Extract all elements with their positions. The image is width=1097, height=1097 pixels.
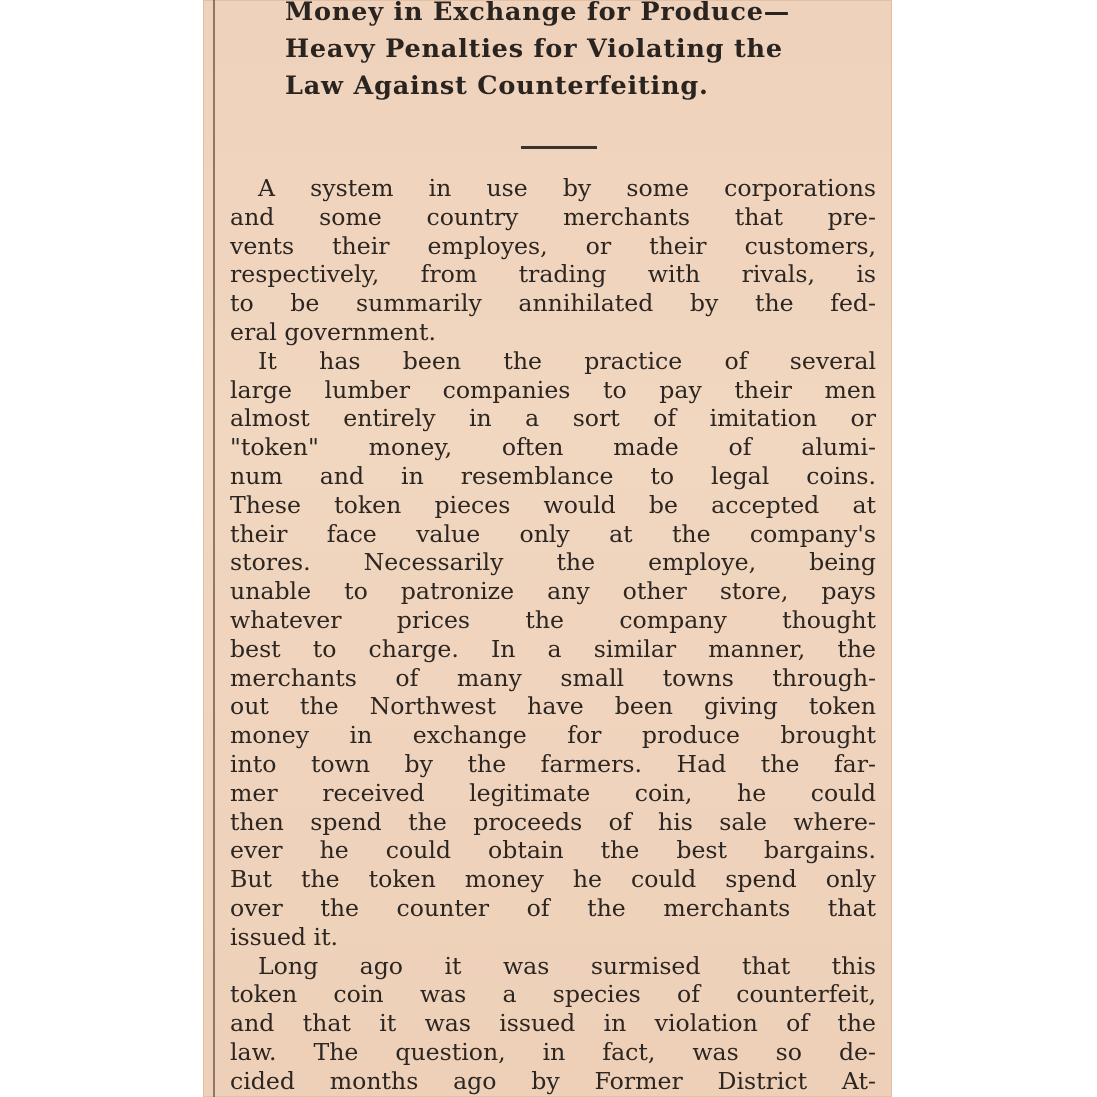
text-line: token coin was a species of counterfeit, bbox=[230, 980, 876, 1009]
text-line: ever he could obtain the best bargains. bbox=[230, 836, 876, 865]
text-line: mer received legitimate coin, he could bbox=[230, 778, 876, 807]
text-line: These token pieces would be accepted at bbox=[230, 490, 876, 519]
text-line: merchants of many small towns through- bbox=[230, 663, 876, 692]
text-line: respectively, from trading with rivals, is bbox=[230, 260, 876, 289]
text-line: law. The question, in fact, was so de- bbox=[230, 1037, 876, 1066]
text-line: over the counter of the merchants that bbox=[230, 893, 876, 922]
section-divider bbox=[521, 146, 597, 149]
text-line: and some country merchants that pre- bbox=[230, 202, 876, 231]
text-line: their face value only at the company's bbox=[230, 519, 876, 548]
text-line: But the token money he could spend only bbox=[230, 865, 876, 894]
headline-line: Law Against Counterfeiting. bbox=[285, 71, 709, 101]
text-line: and that it was issued in violation of the bbox=[230, 1009, 876, 1038]
text-line: into town by the farmers. Had the far- bbox=[230, 749, 876, 778]
text-line: unable to patronize any other store, pays bbox=[230, 577, 876, 606]
text-line: to be summarily annihilated by the fed- bbox=[230, 289, 876, 318]
headline-line: Money in Exchange for Produce— bbox=[285, 0, 791, 27]
text-line: out the Northwest have been giving token bbox=[230, 692, 876, 721]
text-line: "token" money, often made of alumi- bbox=[230, 433, 876, 462]
article-headline bbox=[285, 0, 885, 105]
text-line: num and in resemblance to legal coins. bbox=[230, 461, 876, 490]
text-line: It has been the practice of several bbox=[258, 346, 876, 375]
text-line: large lumber companies to pay their men bbox=[230, 375, 876, 404]
text-line: almost entirely in a sort of imitation or bbox=[230, 404, 876, 433]
text-line: cided months ago by Former District At- bbox=[230, 1066, 876, 1095]
text-line: A system in use by some corporations bbox=[258, 174, 876, 202]
column-rule bbox=[213, 0, 215, 1097]
text-line: issued it. bbox=[230, 922, 339, 951]
text-line: then spend the proceeds of his sale where- bbox=[230, 807, 876, 836]
text-line: whatever prices the company thought bbox=[230, 605, 876, 634]
text-line: eral government. bbox=[230, 317, 436, 346]
text-line: Long ago it was surmised that this bbox=[258, 951, 876, 980]
text-line: money in exchange for produce brought bbox=[230, 721, 876, 750]
text-line: vents their employes, or their customers, bbox=[230, 231, 876, 260]
text-line: best to charge. In a similar manner, the bbox=[230, 634, 876, 663]
text-line: stores. Necessarily the employe, being bbox=[230, 548, 876, 577]
newspaper-clipping bbox=[203, 0, 892, 1097]
article-body bbox=[230, 174, 876, 1096]
headline-line: Heavy Penalties for Violating the bbox=[285, 34, 783, 64]
